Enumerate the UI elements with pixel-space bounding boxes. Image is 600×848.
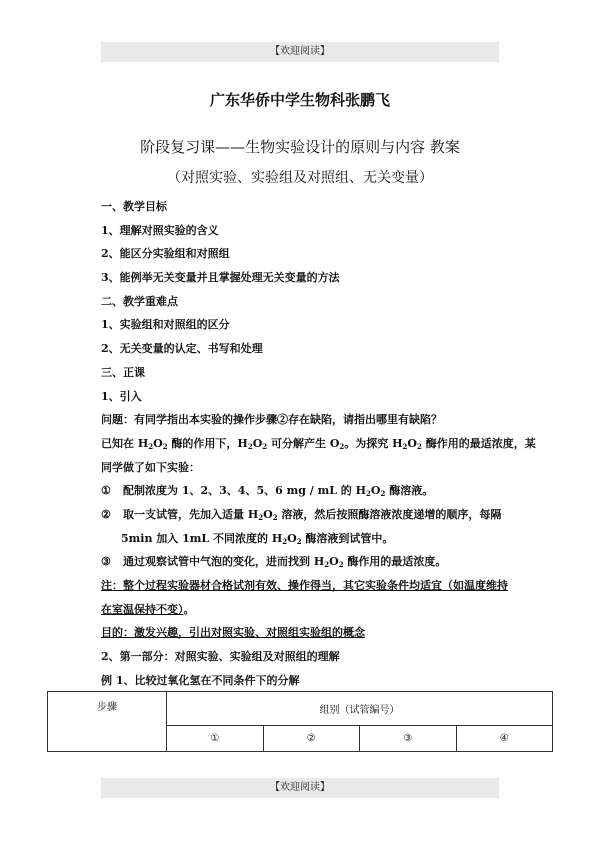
goal-item-2: 2、能区分实验组和对照组 xyxy=(101,247,230,260)
example-heading: 例 1、比较过氧化氢在不同条件下的分解 xyxy=(101,674,300,687)
known-info: 已知在 $H_2O_2$ 酶的作用下，$H_2O_2$ 可分解产生 $O_2$。为探究 $H_2O_2$ 酶作用的最适浓度，某 xyxy=(101,437,536,451)
key-point-1: 1、实验组和对照组的区分 xyxy=(101,318,230,331)
bottom-banner: 【欢迎阅读】 xyxy=(101,778,499,798)
table-cell-tube-4: ④ xyxy=(456,726,553,752)
question-text: 问题：有同学指出本实验的操作步骤②存在缺陷，请指出哪里有缺陷？ xyxy=(101,413,442,426)
goal-item-1: 1、理解对照实验的含义 xyxy=(101,224,219,237)
top-banner: 【欢迎阅读】 xyxy=(101,42,499,62)
table-cell-tube-2: ② xyxy=(263,726,360,752)
section-key-points: 二、教学重难点 xyxy=(101,295,178,308)
step-1: ① 配制浓度为 1、2、3、4、5、6 mg / mL 的 $H_2O_2$ 酶溶液。 xyxy=(101,484,434,498)
key-point-2: 2、无关变量的认定、书写和处理 xyxy=(101,342,263,355)
table-header-steps: 步骤 xyxy=(48,692,167,752)
document-title: 阶段复习课——生物实验设计的原则与内容 教案 xyxy=(140,138,460,156)
table-cell-tube-3: ③ xyxy=(360,726,457,752)
table-header-group: 组别（试管编号） xyxy=(167,692,553,726)
table-cell-tube-1: ① xyxy=(167,726,264,752)
goal-item-3: 3、能例举无关变量并且掌握处理无关变量的方法 xyxy=(101,271,340,284)
purpose-text: 目的：激发兴趣，引出对照实验、对照组实验组的概念 xyxy=(101,626,365,639)
experiment-table xyxy=(47,691,553,752)
step-2: ② 取一支试管，先加入适量 $H_2O_2$ 溶液，然后按照酶溶液浓度递增的顺序，每隔 xyxy=(101,508,502,522)
note-line-2: 在室温保持不变）。 xyxy=(101,603,195,616)
known-info-line2: 同学做了如下实验： xyxy=(101,461,200,474)
step-2-line2: 5min 加入 1mL 不同浓度的 $H_2O_2$ 酶溶液到试管中。 xyxy=(121,532,394,546)
document-subtitle: （对照实验、实验组及对照组、无关变量） xyxy=(167,170,433,186)
section-teaching-goals: 一、教学目标 xyxy=(101,200,167,213)
lesson-intro: 1、引入 xyxy=(101,390,142,403)
author-line: 广东华侨中学生物科张鹏飞 xyxy=(209,91,390,109)
step-3: ③ 通过观察试管中气泡的变化，进而找到 $H_2O_2$ 酶作用的最适浓度。 xyxy=(101,555,447,569)
section-main-lesson: 三、正课 xyxy=(101,366,145,379)
note-line-1: 注：整个过程实验器材合格试剂有效、操作得当，其它实验条件均适宜（如温度维持 xyxy=(101,579,508,592)
part-two-heading: 2、第一部分：对照实验、实验组及对照组的理解 xyxy=(101,650,340,663)
